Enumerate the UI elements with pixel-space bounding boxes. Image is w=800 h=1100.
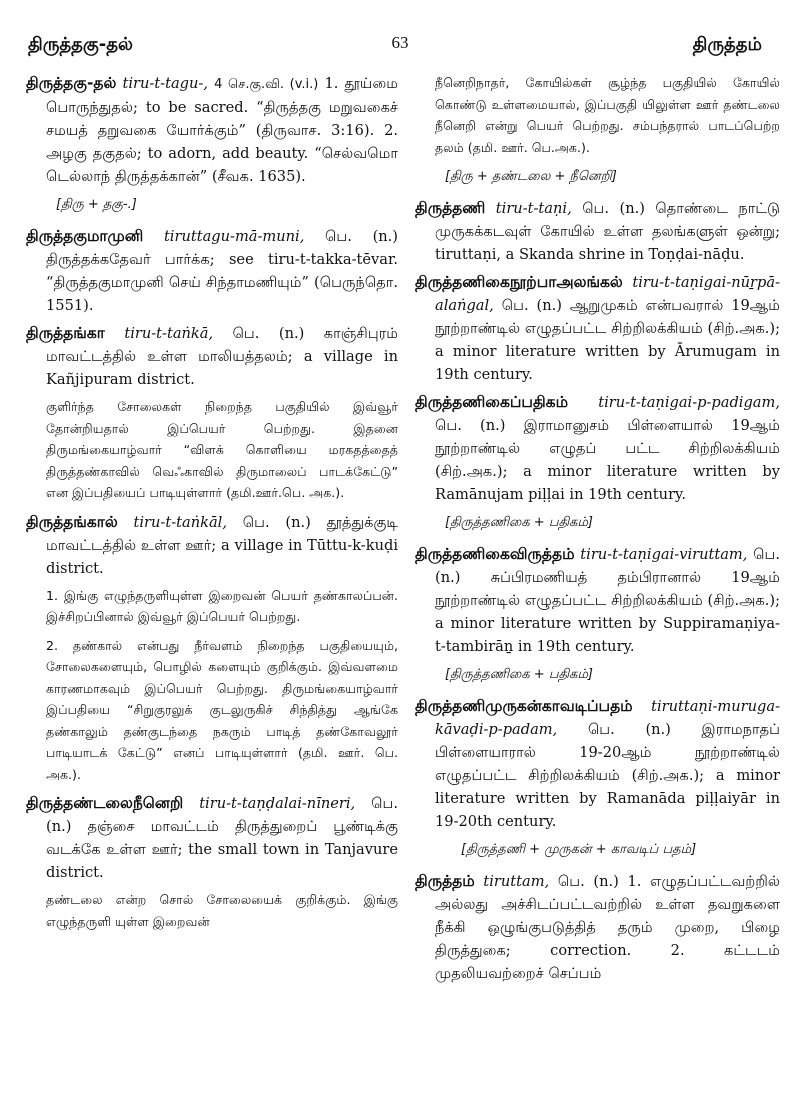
dictionary-entry: [415, 391, 780, 506]
entry-etymology: [திரு + தகு-.]: [56, 197, 137, 212]
entry-note: 1. இங்கு எழுந்தருளியுள்ள இறைவன் பெயர் தண்காலப்பன். இச்சிறப்பினால் இவ்வூர் இப்பெயர் பெற்றது.: [46, 587, 398, 624]
entry-body: பெ. (n.) ஆறுமுகம் என்பவரால் 19ஆம் நூற்றாண்டில் எழுதப்பட்ட சிற்றிலக்கியம் (சிற்.அக.); a minor literature written by Ārumugam in 19th century.: [435, 297, 780, 383]
entry-body: பெ. (n.) தூத்துக்குடி மாவட்டத்தில் உள்ள ஊர்; a village in Tūttu-k-kuḍi district.: [46, 513, 399, 577]
entry-transliteration: tiru-t-taṇigai-p-padigam,: [598, 394, 780, 411]
dictionary-entry: [415, 197, 780, 266]
entry-headword: திருத்தகுமாமுனி: [26, 227, 144, 245]
dictionary-entry: [26, 511, 398, 580]
right-column: [415, 72, 780, 990]
entry-headword: திருத்தணிகைப்பதிகம்: [415, 393, 569, 411]
entry-transliteration: tiruttaṇi-muruga-kāvaḍi-p-padam,: [435, 698, 780, 738]
entry-transliteration: tiru-t-taṇigai-nūṟpā-alaṅgal,: [435, 274, 780, 314]
entry-body: பெ. (n.) தஞ்சை மாவட்டம் திருத்துறைப் பூண்டிக்கு வடக்கே உள்ள ஊர்; the small town in Tanjavure district.: [46, 795, 399, 881]
entry-note: நீனெறிநாதர், கோயில்கள் சூழ்ந்த பகுதியில் கோயில் கொண்டு உள்ளமையால், இப்பகுதி யிலுள்ள ஊர் தண்டலை நீனெறி என்று பெயர் பெற்றது. சம்பந்தரால் பாடப்பெற்ற தலம் (தமி. ஊர். பெ.அக.).: [435, 75, 780, 155]
entry-body: பெ. (n.) 1. எழுதப்பட்டவற்றில் அல்லது அச்சிடப்பட்டவற்றில் உள்ள தவறுகளை நீக்கி ஒழுங்குபடுத்தித் தரும் முறை, பிழை திருத்துகை; correction. 2. கட்டடம் முதலியவற்றைச் செப்பம்: [435, 873, 781, 982]
entry-body: பெ. (n.) இராமநாதப் பிள்ளையாரால் 19-20ஆம் நூற்றாண்டில் எழுதப்பட்ட சிற்றிலக்கியம் (சிற்.அக.); a minor literature written by Ramanāda piḷḷaiyār in 19-20th century.: [435, 721, 780, 830]
entry-headword: திருத்தணிகைவிருத்தம்: [415, 545, 575, 563]
entry-sense: 1. தூய்மை பொருந்துதல்; to be sacred. “திருத்தகு மறுவகைச் சமயத் தறுவகை யோர்க்கும்” (திருவாச. 3:16). 2. அழகு தகுதல்; to adorn, add beauty. “செல்வமொ டெல்லாந் திருத்தக்கான்” (சீவக. 1635).: [46, 75, 399, 185]
dictionary-entry: [415, 271, 780, 386]
entry-etymology: [திருத்தணிகை + பதிகம்]: [445, 667, 593, 682]
entry-transliteration: tiru-t-taṅkāl,: [133, 513, 227, 531]
entry-transliteration: tiru-t-taṇḍalai-nīneri,: [199, 795, 356, 812]
header-right-word: திருத்தம்: [692, 34, 762, 55]
entry-headword: திருத்தகு-தல்: [26, 74, 117, 92]
entry-headword: திருத்தண்டலைநீனெறி: [26, 794, 184, 812]
entry-note: குளிர்ந்த சோலைகள் நிறைந்த பகுதியில் இவ்வூர் தோன்றியதால் இப்பெயர் பெற்றது. இதனை திருமங்கையாழ்வார் “விளக் கொளியை மரகதத்தைத் திருத்தண்காவில் வெஃகாவில் திருமாலைப் பாடக்கேட்டு” என இப்பதியைப் பாடியுள்ளார் (தமி.ஊர்.பெ. அக.).: [46, 399, 398, 500]
entry-body: பெ. (n.) திருத்தக்கதேவர் பார்க்க; see tiru-t-takka-tēvar. “திருத்தகுமாமுனி செய் சிந்தாமணியும்” (பெருந்தொ. 1551).: [46, 228, 398, 314]
entry-transliteration: tiru-t-tagu-,: [122, 75, 208, 92]
entry-transliteration: tiru-t-taṅkā,: [124, 325, 214, 342]
entry-transliteration: tiru-t-taṇigai-viruttam,: [580, 546, 748, 563]
entry-note: தண்டலை என்ற சொல் சோலையைக் குறிக்கும். இங்கு எழுந்தருளி யுள்ள இறைவன்: [46, 892, 398, 929]
entry-headword: திருத்தங்கால்: [26, 512, 118, 531]
entry-note: 2. தண்கால் என்பது நீர்வளம் நிறைந்த பகுதியையும், சோலைகளையும், பொழில் களையும் குறிக்கும். இவ்வளமை காரணமாகவும் இப்பெயர் பெற்றது. திருமங்கையாழ்வார் இப்பதியை “சிறுகுரலுக் குடலுருகிச் சிந்தித்து ஆங்கே தண்காலும் தண்குடந்தை நகரும் பாடித் தண்கோவலூர் பாடியாடக் கேட்டு” எனப் பாடியுள்ளார் (தமி. ஊர். பெ. அக.).: [46, 637, 398, 782]
entry-transliteration: tiruttagu-mā-muni,: [163, 228, 305, 245]
entry-etymology: [திருத்தணிகை + பதிகம்]: [445, 515, 593, 530]
entry-headword: திருத்தங்கா: [26, 324, 105, 342]
header-left-word: திருத்தகு-தல்: [28, 34, 133, 55]
dictionary-entry: [415, 870, 780, 985]
entry-body: பெ. (n.) சுப்பிரமணியத் தம்பிரானால் 19ஆம் நூற்றாண்டில் எழுதப்பட்ட சிற்றிலக்கியம் (சிற்.அக.); a minor literature written by Suppiramaṇiya-t-tambirāṉ in 19th century.: [435, 546, 780, 655]
dictionary-entry: [415, 695, 780, 833]
left-column: [26, 72, 398, 939]
dictionary-entry: [26, 792, 398, 884]
entry-transliteration: tiru-t-taṇi,: [495, 200, 572, 217]
entry-grammar: 4 செ.கு.வி. (v.i.): [214, 77, 319, 92]
entry-transliteration: tiruttam,: [483, 873, 550, 890]
entry-body: பெ. (n.) காஞ்சிபுரம் மாவட்டத்தில் உள்ள மாலியத்தலம்; a village in Kañjipuram district.: [46, 325, 398, 388]
page-number: 63: [391, 33, 409, 52]
entry-headword: திருத்தணிகைநூற்பாஅலங்கல்: [415, 273, 623, 291]
entry-body: பெ. (n.) இராமானுசம் பிள்ளையால் 19ஆம் நூற்றாண்டில் எழுதப் பட்ட சிற்றிலக்கியம் (சிற்.அக.); a minor literature written by Ramānujam piḷḷai in 19th century.: [435, 417, 780, 503]
dictionary-entry: [26, 322, 398, 391]
entry-etymology: [திருத்தணி + முருகன் + காவடிப் பதம்]: [461, 842, 697, 857]
entry-etymology: [திரு + தண்டலை + நீனெறி]: [445, 169, 617, 184]
entry-headword: திருத்தணிமுருகன்காவடிப்பதம்: [415, 697, 633, 715]
dictionary-entry: [26, 72, 398, 188]
entry-headword: திருத்தம்: [415, 872, 475, 890]
dictionary-entry: [26, 225, 398, 317]
dictionary-entry: [415, 543, 780, 658]
entry-body: பெ. (n.) தொண்டை நாட்டு முருகக்கடவுள் கோயில் உள்ள தலங்களுள் ஒன்று; tiruttaṇi, a Skanda shrine in Toṇḍai-nāḍu.: [435, 200, 781, 263]
entry-headword: திருத்தணி: [415, 199, 486, 217]
